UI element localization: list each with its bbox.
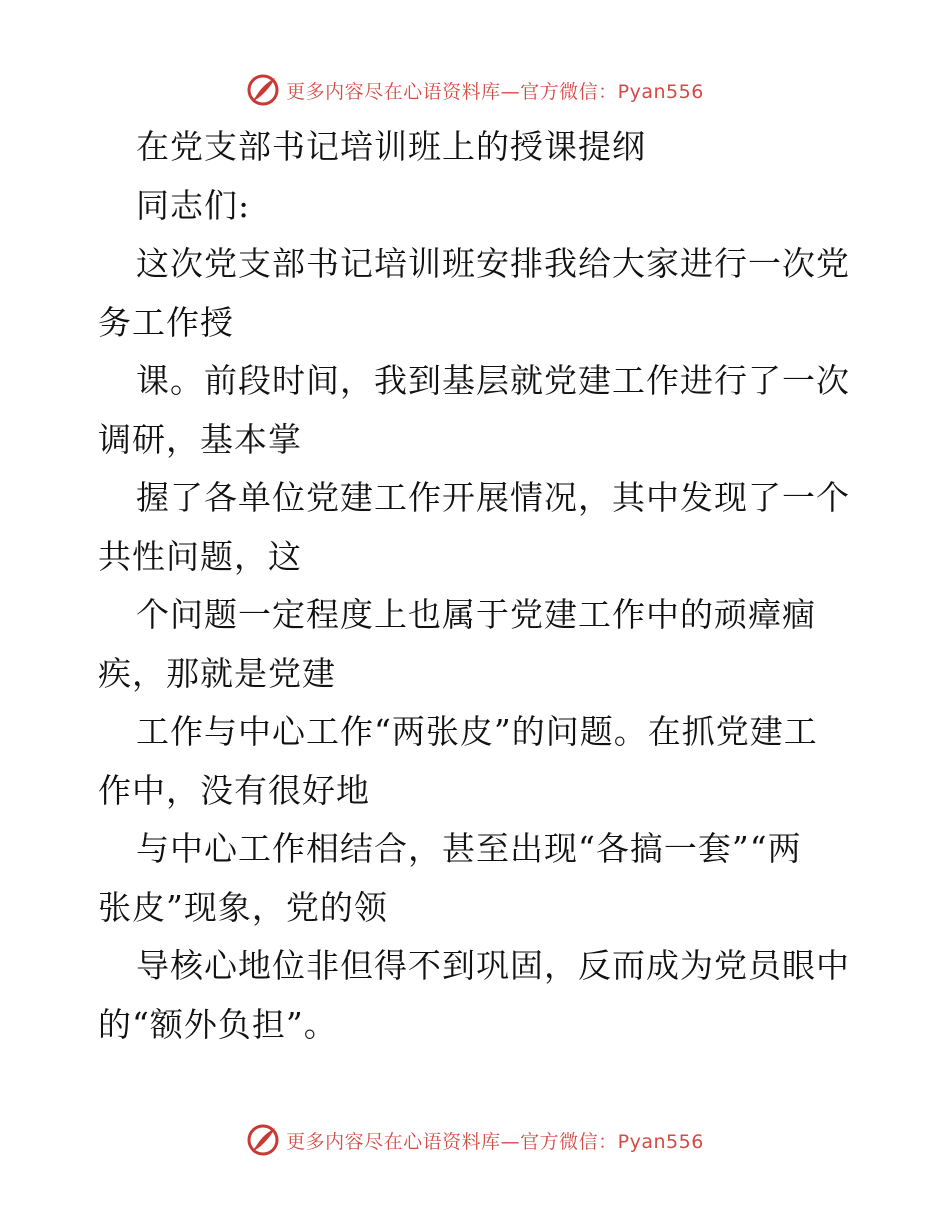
paragraph-line: 的“额外负担”。: [98, 1004, 338, 1044]
watermark-text: 更多内容尽在心语资料库—官方微信：Pyan556: [286, 80, 704, 103]
paragraph-line: 张皮”现象，党的领: [98, 887, 388, 927]
watermark-text: 更多内容尽在心语资料库—官方微信：Pyan556: [286, 1130, 704, 1153]
document-title: 在党支部书记培训班上的授课提纲: [136, 127, 646, 166]
paragraph-line: 导核心地位非但得不到巩固，反而成为党员眼中: [136, 946, 850, 985]
paragraph-line: 共性问题，这: [98, 536, 302, 576]
paragraph-line: 务工作授: [98, 302, 234, 342]
feather-logo-icon: [246, 1123, 280, 1157]
paragraph-line: 握了各单位党建工作开展情况，其中发现了一个: [136, 478, 850, 517]
paragraph-line: 作中，没有很好地: [98, 770, 370, 810]
feather-logo-icon: [246, 73, 280, 107]
salutation: 同志们:: [136, 185, 251, 225]
paragraph-line: 调研，基本掌: [98, 419, 302, 459]
paragraph-line: 疾，那就是党建: [98, 653, 336, 693]
header-watermark: [0, 72, 950, 108]
footer-watermark: [0, 1122, 950, 1158]
paragraph-line: 与中心工作相结合，甚至出现“各搞一套”“两: [136, 829, 802, 868]
paragraph-line: 课。前段时间，我到基层就党建工作进行了一次: [136, 361, 850, 400]
paragraph-line: 这次党支部书记培训班安排我给大家进行一次党: [136, 244, 850, 283]
paragraph-line: 个问题一定程度上也属于党建工作中的顽瘴痼: [136, 595, 816, 634]
paragraph-line: 工作与中心工作“两张皮”的问题。在抓党建工: [136, 712, 818, 751]
document-body: [98, 118, 858, 1054]
